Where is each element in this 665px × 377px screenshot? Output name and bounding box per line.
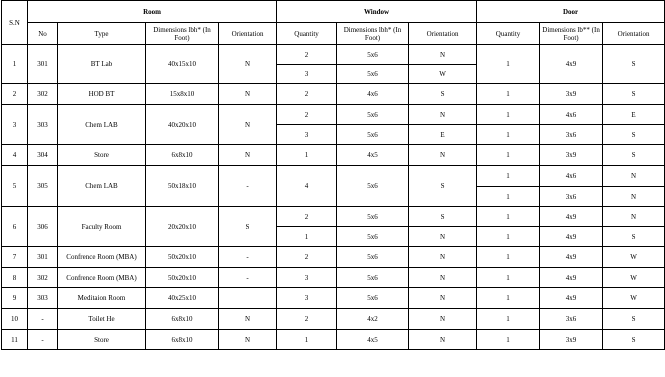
table-row: [2, 309, 665, 330]
cell-room-dimensions: 6x8x10: [146, 309, 219, 330]
cell-room-no: 303: [28, 288, 58, 309]
header-sn: S.N: [2, 1, 28, 45]
cell-window-quantity: 2: [277, 84, 337, 105]
cell-sn: 2: [2, 84, 28, 105]
cell-window-orientation: S: [409, 166, 477, 207]
table-row: [2, 45, 665, 65]
cell-door-orientation: W: [603, 247, 665, 268]
cell-room-type: Chem LAB: [58, 166, 146, 207]
cell-door-dimensions: 4x9: [540, 268, 603, 288]
cell-door-dimensions: 4x9: [540, 288, 603, 309]
cell-window-orientation: E: [409, 125, 477, 145]
cell-door-quantity: 1: [477, 268, 540, 288]
cell-window-dimensions: 5x6: [337, 288, 409, 309]
cell-window-orientation: N: [409, 45, 477, 65]
cell-door-dimensions: 4x9: [540, 45, 603, 84]
header-room-dimensions: Dimensions lbh* (In Foot): [146, 23, 219, 45]
cell-room-dimensions: 50x20x10: [146, 268, 219, 288]
table-row: [2, 268, 665, 288]
cell-window-orientation: N: [409, 227, 477, 247]
cell-door-quantity: 1: [477, 187, 540, 207]
cell-door-orientation: E: [603, 105, 665, 125]
cell-sn: 1: [2, 45, 28, 84]
cell-room-type: BT Lab: [58, 45, 146, 84]
cell-door-orientation: S: [603, 45, 665, 84]
cell-door-dimensions: 3x6: [540, 125, 603, 145]
cell-door-orientation: S: [603, 330, 665, 350]
cell-room-no: 302: [28, 268, 58, 288]
cell-room-dimensions: 40x20x10: [146, 105, 219, 145]
cell-sn: 9: [2, 288, 28, 309]
header-window-dimensions: Dimensions lbh* (In Foot): [337, 23, 409, 45]
cell-room-orientation: N: [219, 105, 277, 145]
cell-window-dimensions: 5x6: [337, 247, 409, 268]
cell-sn: 4: [2, 145, 28, 166]
cell-door-quantity: 1: [477, 288, 540, 309]
cell-window-orientation: N: [409, 288, 477, 309]
cell-window-orientation: N: [409, 145, 477, 166]
cell-room-dimensions: 40x25x10: [146, 288, 219, 309]
cell-room-type: HOD BT: [58, 84, 146, 105]
cell-door-quantity: 1: [477, 309, 540, 330]
cell-room-no: 302: [28, 84, 58, 105]
cell-window-orientation: S: [409, 207, 477, 227]
cell-room-type: Chem LAB: [58, 105, 146, 145]
cell-window-dimensions: 5x6: [337, 268, 409, 288]
cell-window-dimensions: 5x6: [337, 45, 409, 65]
cell-door-quantity: 1: [477, 166, 540, 187]
cell-window-dimensions: 5x6: [337, 65, 409, 84]
table-row: [2, 288, 665, 309]
cell-window-quantity: 3: [277, 288, 337, 309]
cell-window-quantity: 3: [277, 125, 337, 145]
cell-door-quantity: 1: [477, 247, 540, 268]
cell-door-dimensions: 4x9: [540, 207, 603, 227]
cell-room-dimensions: 50x20x10: [146, 247, 219, 268]
cell-window-quantity: 2: [277, 207, 337, 227]
cell-sn: 10: [2, 309, 28, 330]
cell-door-quantity: 1: [477, 145, 540, 166]
cell-room-dimensions: 6x8x10: [146, 330, 219, 350]
cell-window-quantity: 3: [277, 268, 337, 288]
cell-window-dimensions: 5x6: [337, 105, 409, 125]
cell-window-quantity: 1: [277, 145, 337, 166]
cell-room-type: Confrence Room (MBA): [58, 268, 146, 288]
cell-sn: 11: [2, 330, 28, 350]
table-row: [2, 84, 665, 105]
cell-door-quantity: 1: [477, 105, 540, 125]
cell-door-quantity: 1: [477, 207, 540, 227]
cell-door-dimensions: 4x9: [540, 247, 603, 268]
cell-room-no: 306: [28, 207, 58, 247]
cell-window-quantity: 1: [277, 330, 337, 350]
cell-window-dimensions: 5x6: [337, 207, 409, 227]
cell-window-quantity: 2: [277, 45, 337, 65]
cell-door-dimensions: 4x6: [540, 105, 603, 125]
cell-door-orientation: S: [603, 84, 665, 105]
cell-door-quantity: 1: [477, 45, 540, 84]
cell-door-orientation: N: [603, 207, 665, 227]
room-schedule-table: [1, 0, 665, 350]
cell-door-dimensions: 4x6: [540, 166, 603, 187]
cell-room-orientation: S: [219, 207, 277, 247]
table-row: [2, 247, 665, 268]
cell-door-dimensions: 3x9: [540, 145, 603, 166]
cell-window-orientation: N: [409, 309, 477, 330]
cell-room-orientation: N: [219, 309, 277, 330]
header-no: No: [28, 23, 58, 45]
cell-door-orientation: W: [603, 268, 665, 288]
cell-room-no: 303: [28, 105, 58, 145]
cell-window-quantity: 1: [277, 227, 337, 247]
cell-door-quantity: 1: [477, 84, 540, 105]
cell-room-no: -: [28, 330, 58, 350]
cell-room-dimensions: 50x18x10: [146, 166, 219, 207]
table-row: [2, 166, 665, 187]
cell-door-orientation: S: [603, 309, 665, 330]
cell-room-type: Store: [58, 145, 146, 166]
cell-room-no: -: [28, 309, 58, 330]
cell-room-type: Meditaion Room: [58, 288, 146, 309]
cell-window-dimensions: 4x6: [337, 84, 409, 105]
cell-room-no: 305: [28, 166, 58, 207]
header-door-quantity: Quantity: [477, 23, 540, 45]
cell-window-orientation: N: [409, 330, 477, 350]
cell-room-orientation: -: [219, 166, 277, 207]
cell-window-orientation: N: [409, 268, 477, 288]
cell-window-dimensions: 5x6: [337, 227, 409, 247]
cell-door-quantity: 1: [477, 330, 540, 350]
cell-sn: 5: [2, 166, 28, 207]
cell-window-dimensions: 4x5: [337, 330, 409, 350]
cell-window-orientation: N: [409, 247, 477, 268]
header-door: Door: [477, 1, 665, 23]
table-row: [2, 207, 665, 227]
cell-window-dimensions: 4x5: [337, 145, 409, 166]
cell-door-dimensions: 3x9: [540, 84, 603, 105]
cell-room-type: Faculty Room: [58, 207, 146, 247]
cell-window-quantity: 2: [277, 105, 337, 125]
header-door-dimensions: Dimensions lb** (In Foot): [540, 23, 603, 45]
cell-sn: 3: [2, 105, 28, 145]
cell-room-dimensions: 20x20x10: [146, 207, 219, 247]
cell-window-dimensions: 5x6: [337, 166, 409, 207]
header-window-quantity: Quantity: [277, 23, 337, 45]
cell-sn: 6: [2, 207, 28, 247]
header-door-orientation: Orientation: [603, 23, 665, 45]
cell-sn: 8: [2, 268, 28, 288]
cell-door-quantity: 1: [477, 125, 540, 145]
cell-window-orientation: W: [409, 65, 477, 84]
cell-door-orientation: N: [603, 166, 665, 187]
cell-door-orientation: S: [603, 227, 665, 247]
cell-door-quantity: 1: [477, 227, 540, 247]
cell-window-orientation: N: [409, 105, 477, 125]
table-row: [2, 145, 665, 166]
cell-room-no: 304: [28, 145, 58, 166]
cell-door-dimensions: 4x9: [540, 227, 603, 247]
table-row: [2, 105, 665, 125]
cell-window-dimensions: 5x6: [337, 125, 409, 145]
cell-room-dimensions: 40x15x10: [146, 45, 219, 84]
header-room: Room: [28, 1, 277, 23]
cell-room-type: Confrence Room (MBA): [58, 247, 146, 268]
cell-door-orientation: S: [603, 145, 665, 166]
header-type: Type: [58, 23, 146, 45]
cell-room-orientation: -: [219, 247, 277, 268]
cell-window-dimensions: 4x2: [337, 309, 409, 330]
cell-room-type: Toilet He: [58, 309, 146, 330]
cell-room-type: Store: [58, 330, 146, 350]
cell-door-orientation: N: [603, 187, 665, 207]
cell-door-dimensions: 3x9: [540, 330, 603, 350]
cell-door-orientation: W: [603, 288, 665, 309]
header-window: Window: [277, 1, 477, 23]
header-room-orientation: Orientation: [219, 23, 277, 45]
cell-room-orientation: [219, 288, 277, 309]
table-row: [2, 330, 665, 350]
cell-room-orientation: N: [219, 84, 277, 105]
cell-window-quantity: 3: [277, 65, 337, 84]
cell-room-dimensions: 6x8x10: [146, 145, 219, 166]
cell-room-no: 301: [28, 247, 58, 268]
cell-room-orientation: N: [219, 145, 277, 166]
cell-room-orientation: N: [219, 330, 277, 350]
cell-window-quantity: 2: [277, 309, 337, 330]
cell-room-dimensions: 15x8x10: [146, 84, 219, 105]
header-window-orientation: Orientation: [409, 23, 477, 45]
cell-room-no: 301: [28, 45, 58, 84]
cell-window-quantity: 4: [277, 166, 337, 207]
cell-window-quantity: 2: [277, 247, 337, 268]
cell-door-orientation: S: [603, 125, 665, 145]
cell-door-dimensions: 3x6: [540, 187, 603, 207]
cell-room-orientation: N: [219, 45, 277, 84]
cell-window-orientation: S: [409, 84, 477, 105]
cell-room-orientation: -: [219, 268, 277, 288]
cell-door-dimensions: 3x6: [540, 309, 603, 330]
cell-sn: 7: [2, 247, 28, 268]
